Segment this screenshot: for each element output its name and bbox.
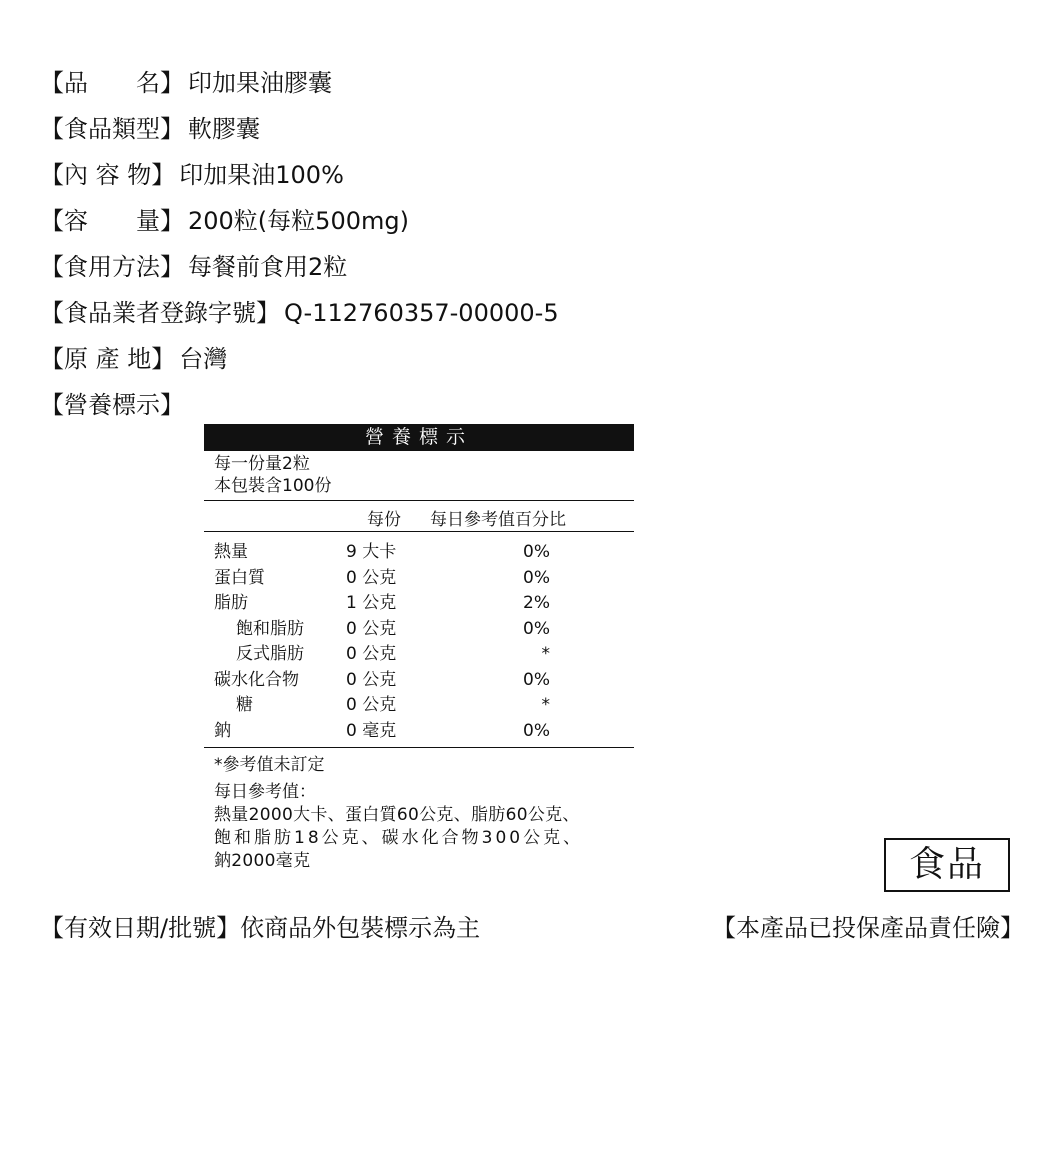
nutrient-amount: 0 公克 <box>346 695 397 715</box>
nutrient-daily-value: 0% <box>523 618 550 639</box>
expiry-note: 【有效日期/批號】依商品外包裝標示為主 <box>40 914 481 942</box>
info-row-quantity <box>40 198 559 244</box>
info-label: 【營養標示】 <box>40 391 184 419</box>
info-value: 每餐前食用2粒 <box>188 253 348 281</box>
nutrient-row <box>204 617 634 643</box>
nutrient-name: 碳水化合物 <box>214 669 299 690</box>
nutrient-amount: 0 公克 <box>346 669 397 690</box>
info-label: 【原 產 地】 <box>40 345 176 373</box>
nutrient-daily-value: 0% <box>523 567 550 588</box>
nutrient-name: 鈉 <box>214 720 231 741</box>
nutrient-row <box>204 668 634 694</box>
nutrient-rows <box>204 532 634 748</box>
column-per-serving: 每份 <box>367 510 401 530</box>
nutrient-name: 蛋白質 <box>214 567 265 588</box>
nutrient-daily-value: 0% <box>523 720 550 741</box>
footnote-undefined: *參考值未訂定 <box>214 755 325 775</box>
nutrition-title: 營養標示 <box>204 424 634 451</box>
product-info <box>40 60 559 428</box>
nutrient-name: 脂肪 <box>214 593 248 613</box>
nutrient-amount: 0 公克 <box>346 618 397 639</box>
nutrient-daily-value: 0% <box>523 542 550 562</box>
nutrient-daily-value: * <box>541 695 550 715</box>
nutrient-amount: 1 公克 <box>346 593 397 613</box>
nutrient-amount: 9 大卡 <box>346 542 397 562</box>
nutrient-row <box>204 642 634 668</box>
info-value: 軟膠囊 <box>188 115 260 143</box>
info-label: 【食品業者登錄字號】 <box>40 299 280 327</box>
nutrient-daily-value: 2% <box>523 593 550 613</box>
nutrient-name: 糖 <box>236 695 253 715</box>
info-label: 【品 名】 <box>40 69 184 97</box>
daily-value-line: 鈉2000毫克 <box>214 851 311 871</box>
daily-value-line: 熱量2000大卡、蛋白質60公克、脂肪60公克、 <box>214 805 580 825</box>
nutrient-amount: 0 公克 <box>346 567 397 588</box>
nutrient-amount: 0 毫克 <box>346 720 397 741</box>
serving-size: 每一份量2粒 <box>214 454 310 474</box>
info-row-usage <box>40 244 559 290</box>
info-label: 【食品類型】 <box>40 115 184 143</box>
info-row-registration <box>40 290 559 336</box>
nutrition-table <box>204 424 634 873</box>
servings-per-package: 本包裝含100份 <box>214 476 332 496</box>
nutrient-daily-value: * <box>541 644 550 664</box>
nutrient-amount: 0 公克 <box>346 644 397 664</box>
daily-value-title: 每日參考值： <box>214 782 316 802</box>
nutrient-row <box>204 719 634 745</box>
info-label: 【內 容 物】 <box>40 161 176 189</box>
nutrient-name: 飽和脂肪 <box>236 618 304 639</box>
info-label: 【食用方法】 <box>40 253 184 281</box>
nutrient-row <box>204 540 634 566</box>
food-badge: 食品 <box>884 838 1010 892</box>
nutrition-footnote <box>204 754 634 873</box>
info-row-contents <box>40 152 559 198</box>
info-row-nutrition-label <box>40 382 559 428</box>
info-row-origin <box>40 336 559 382</box>
nutrient-daily-value: 0% <box>523 669 550 690</box>
daily-value-line: 飽和脂肪18公克、碳水化合物300公克、 <box>214 828 584 848</box>
column-headers <box>204 501 634 532</box>
info-row-type <box>40 106 559 152</box>
info-label: 【容 量】 <box>40 207 184 235</box>
info-value: 200粒(每粒500mg) <box>188 207 409 235</box>
column-daily-value: 每日參考值百分比 <box>430 510 566 530</box>
insurance-note: 【本產品已投保產品責任險】 <box>712 914 1024 942</box>
nutrient-name: 反式脂肪 <box>236 644 304 664</box>
nutrient-name: 熱量 <box>214 542 248 562</box>
info-value: Q-112760357-00000-5 <box>284 299 559 327</box>
nutrient-row <box>204 693 634 719</box>
nutrient-row <box>204 566 634 592</box>
info-row-name <box>40 60 559 106</box>
info-value: 台灣 <box>179 345 228 373</box>
serving-info <box>204 451 634 501</box>
info-value: 印加果油膠囊 <box>188 69 332 97</box>
info-value: 印加果油100% <box>179 161 344 189</box>
nutrient-row <box>204 591 634 617</box>
